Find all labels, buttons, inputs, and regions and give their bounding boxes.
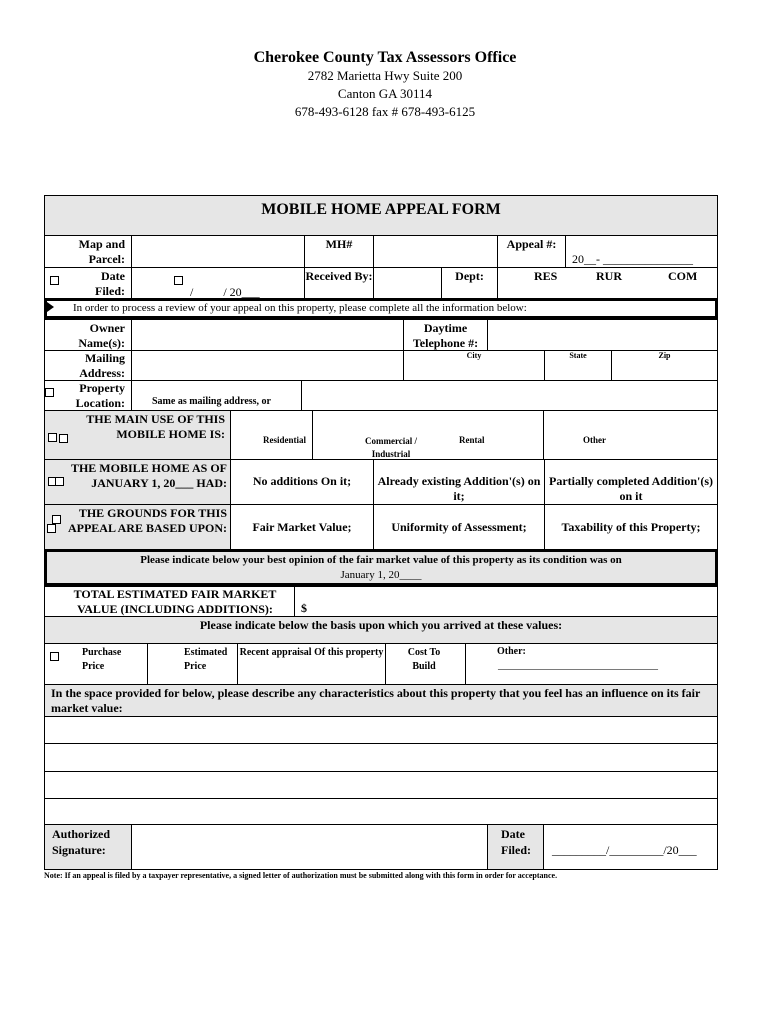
note-text: Note: If an appeal is filed by a taxpayer representative, a signed letter of authorization must be submitted along with this form in order for acceptance. — [44, 871, 558, 880]
divider — [543, 411, 544, 459]
date-filed-label-cell — [44, 267, 132, 300]
location-field[interactable] — [301, 380, 718, 411]
map-parcel-field[interactable] — [131, 235, 305, 268]
uniformity[interactable]: Uniformity of Assessment; — [391, 520, 527, 534]
mailing-label-cell — [44, 350, 132, 381]
appeal-number-field[interactable] — [565, 235, 718, 268]
date-filed-2-field[interactable] — [543, 824, 718, 870]
map-parcel-label: Map and Parcel: — [78, 237, 125, 266]
dept-label: Dept: — [455, 269, 484, 283]
total-label-cell — [44, 586, 295, 617]
describe-bar — [44, 684, 718, 717]
taxability[interactable]: Taxability of this Property; — [561, 520, 701, 534]
dept-label-cell — [441, 267, 498, 300]
description-line-2[interactable] — [44, 743, 718, 772]
main-use-checkbox-2[interactable] — [59, 434, 68, 443]
taxability-cell — [544, 504, 718, 550]
owner-field[interactable] — [131, 319, 404, 351]
partially-completed-cell — [544, 459, 718, 505]
date-filed-field[interactable] — [131, 267, 305, 300]
estimated-price-cell — [147, 643, 238, 685]
main-use-options — [230, 410, 718, 460]
basis-bar — [44, 616, 718, 644]
purchase-price[interactable]: Purchase Price — [82, 647, 122, 672]
basis-label: Please indicate below the basis upon which you arrived at these values: — [199, 618, 563, 632]
state-label: State — [569, 351, 587, 360]
use-residential[interactable]: Residential — [263, 435, 307, 445]
grounds-label: THE GROUNDS FOR THIS APPEAL ARE BASED UPON: — [67, 506, 227, 535]
main-use-label-cell — [44, 410, 231, 460]
as-of-label-cell — [44, 459, 231, 505]
main-use-label: THE MAIN USE OF THIS MOBILE HOME IS: — [86, 412, 225, 441]
recent-appraisal-cell — [237, 643, 386, 685]
cost-to-build-cell — [385, 643, 466, 685]
map-parcel-label-cell — [44, 235, 132, 268]
use-commercial[interactable]: Commercial / Industrial — [364, 436, 418, 459]
received-by-label-cell — [304, 267, 374, 300]
estimated-price[interactable]: Estimated Price — [184, 647, 228, 672]
already-existing[interactable]: Already existing Addition'(s) on it; — [377, 474, 541, 503]
office-name: Cherokee County Tax Assessors Office — [253, 49, 517, 66]
partially-completed[interactable]: Partially completed Addition'(s) on it — [549, 474, 713, 503]
other-basis-cell — [465, 643, 718, 685]
dept-options — [497, 267, 718, 300]
owner-label: Owner Name(s): — [78, 321, 125, 350]
description-line-1[interactable] — [44, 716, 718, 744]
dept-rur[interactable]: RUR — [596, 269, 622, 283]
signature-label: Authorized Signature: — [52, 827, 110, 857]
divider — [312, 411, 313, 459]
description-line-3[interactable] — [44, 771, 718, 799]
appeal-label: Appeal #: — [506, 237, 557, 251]
fair-market[interactable]: Fair Market Value; — [252, 520, 352, 534]
form-title: MOBILE HOME APPEAL FORM — [261, 201, 501, 218]
received-by-field[interactable] — [373, 267, 442, 300]
cost-to-build[interactable]: Cost To Build — [407, 647, 441, 672]
purchase-price-checkbox[interactable] — [50, 652, 59, 661]
use-other[interactable]: Other — [583, 435, 606, 445]
mailing-label: Mailing Address: — [79, 351, 125, 380]
city-field[interactable] — [403, 350, 545, 381]
already-existing-cell — [373, 459, 545, 505]
dollar-sign: $ — [301, 601, 307, 615]
zip-label: Zip — [658, 351, 671, 360]
total-value-field[interactable] — [294, 586, 718, 617]
dept-res[interactable]: RES — [534, 269, 558, 283]
mh-field[interactable] — [373, 235, 498, 268]
purchase-price-cell — [44, 643, 148, 685]
phone-label-cell — [403, 319, 488, 351]
recent-appraisal[interactable]: Recent appraisal Of this property — [239, 647, 384, 658]
date-filed-2-label-cell — [487, 824, 544, 870]
describe-label: In the space provided for below, please describe any characteristics about this property that you feel has an influence on its fair market value: — [51, 686, 701, 715]
no-additions[interactable]: No additions On it; — [252, 474, 352, 488]
total-label: TOTAL ESTIMATED FAIR MARKET VALUE (INCLUDING ADDITIONS): — [73, 587, 277, 616]
owner-label-cell — [44, 319, 132, 351]
appeal-year: 20__- _______________ — [572, 252, 693, 266]
signature-label-cell — [44, 824, 132, 870]
phone-field[interactable] — [487, 319, 718, 351]
mh-label: MH# — [325, 237, 353, 251]
no-additions-cell — [230, 459, 374, 505]
location-label-cell — [44, 380, 132, 411]
date-checkbox[interactable] — [174, 276, 183, 285]
date-filed-2-label: Date Filed: — [501, 827, 531, 857]
location-checkbox[interactable] — [45, 388, 54, 397]
location-label: Property Location: — [75, 381, 125, 410]
dept-com[interactable]: COM — [668, 269, 698, 283]
use-rental[interactable]: Rental — [459, 435, 485, 445]
mailing-street-field[interactable] — [131, 350, 404, 381]
date-filed-2-value: _________/_________/20___ — [552, 843, 697, 857]
instruction-text: In order to process a review of your appeal on this property, please complete all the information below: — [73, 302, 527, 314]
opinion-bar — [44, 549, 718, 586]
as-of-label: THE MOBILE HOME AS OF JANUARY 1, 20___ HAD: — [70, 461, 227, 490]
instruction-bar — [44, 298, 718, 319]
office-address-1: 2782 Marietta Hwy Suite 200 — [307, 68, 463, 83]
uniformity-cell — [373, 504, 545, 550]
received-by-label: Received By: — [305, 269, 373, 283]
opinion-line-1: Please indicate below your best opinion of the fair market value of this property as its condition was on — [140, 554, 622, 566]
date-filed-label: Date Filed: — [95, 269, 125, 298]
date-filed-checkbox[interactable] — [50, 276, 59, 285]
office-address-2: Canton GA 30114 — [337, 86, 433, 101]
zip-field[interactable] — [611, 350, 718, 381]
same-as-mailing-cell — [131, 380, 302, 411]
city-label: City — [466, 351, 482, 360]
office-phones: 678-493-6128 fax # 678-493-6125 — [294, 104, 476, 119]
form-title-cell — [44, 195, 718, 236]
appeal-label-cell — [497, 235, 566, 268]
other-basis[interactable]: Other: — [497, 646, 526, 657]
main-use-checkbox-1[interactable] — [48, 433, 57, 442]
date-filed-value: / / 20___ — [190, 285, 260, 299]
grounds-label-cell — [44, 504, 231, 550]
opinion-line-2: January 1, 20____ — [340, 569, 422, 581]
phone-label: Daytime Telephone #: — [412, 321, 479, 350]
state-field[interactable] — [544, 350, 612, 381]
same-as-mailing[interactable]: Same as mailing address, or — [152, 396, 271, 407]
signature-field[interactable] — [131, 824, 488, 870]
arrow-icon — [47, 302, 54, 312]
description-line-4[interactable] — [44, 798, 718, 825]
fair-market-cell — [230, 504, 374, 550]
other-basis-line[interactable]: ________________________________ — [498, 660, 658, 671]
mh-label-cell — [304, 235, 374, 268]
